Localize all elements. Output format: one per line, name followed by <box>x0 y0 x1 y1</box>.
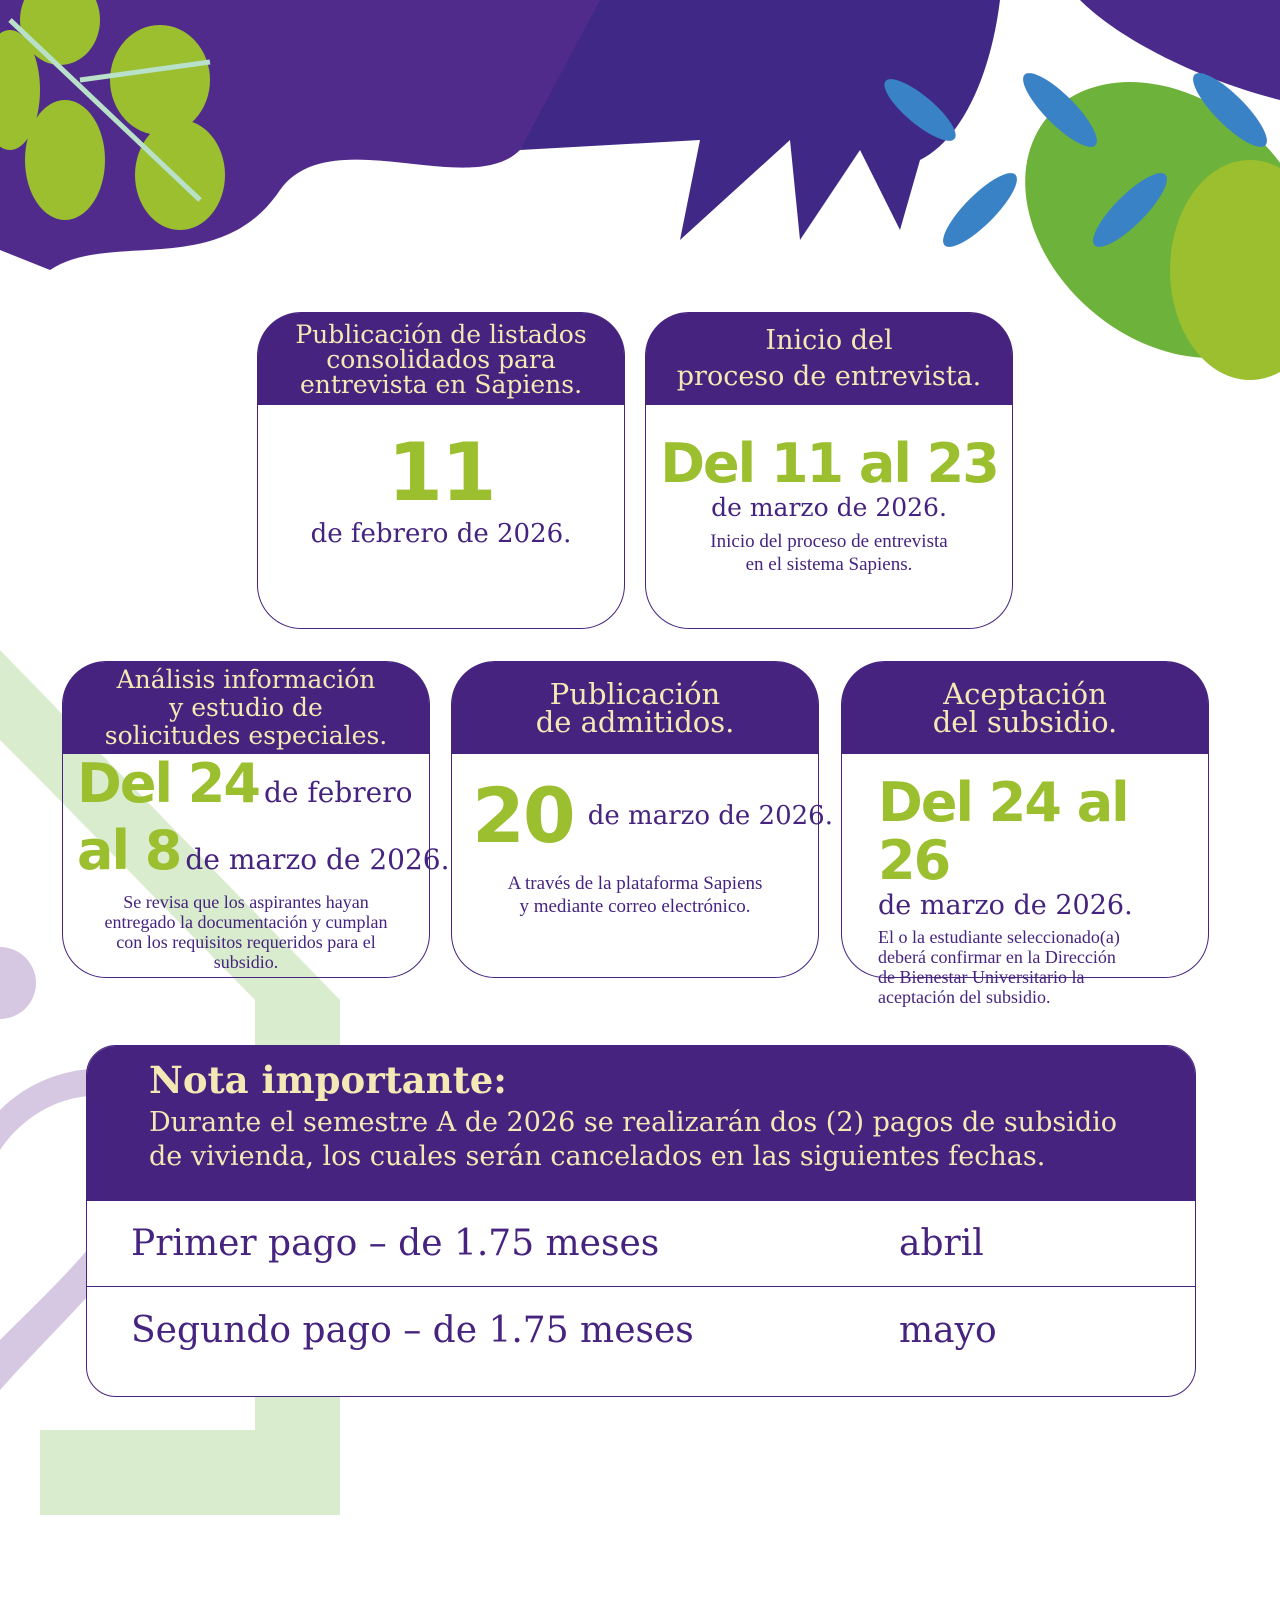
card-description: A través de la plataforma Sapiens y mediante correo electrónico. <box>507 873 763 917</box>
card-title-line: entrevista en Sapiens. <box>299 369 583 399</box>
card-title-line: y estudio de <box>169 693 323 722</box>
payment-label: Segundo pago – de 1.75 meses <box>131 1309 694 1351</box>
card-publicacion-listados <box>257 312 625 629</box>
date-text: de marzo de 2026. <box>878 890 1133 921</box>
card-title-line: del subsidio. <box>932 705 1118 739</box>
card-header <box>646 313 1012 405</box>
date-start: Del 24 <box>77 752 259 815</box>
card-title-line: de admitidos. <box>535 705 735 739</box>
card-header <box>258 313 624 405</box>
note-text: Durante el semestre A de 2026 se realizarán dos (2) pagos de subsidio de vivienda, los cuales serán cancelados en las siguientes fechas. <box>149 1107 1118 1172</box>
note-title: Nota importante: <box>149 1058 507 1102</box>
card-description: Se revisa que los aspirantes hayan entregado la documentación y cumplan con los requisitos requeridos para el subsidio. <box>104 892 388 972</box>
date-text: de marzo de 2026. <box>711 493 947 522</box>
date-range: Del 24 al 26 <box>878 771 1128 892</box>
payment-month: mayo <box>899 1309 997 1351</box>
card-header <box>842 662 1208 754</box>
date-text: de marzo de 2026. <box>587 801 833 831</box>
card-publicacion-admitidos <box>451 661 833 978</box>
card-description: Inicio del proceso de entrevista en el sistema Sapiens. <box>710 531 948 575</box>
card-title-line: solicitudes especiales. <box>104 721 388 750</box>
card-inicio-entrevista <box>645 312 1013 629</box>
date-end: al 8 <box>77 819 181 882</box>
card-analisis-informacion <box>62 661 450 978</box>
note-header <box>87 1046 1195 1201</box>
card-title-line: Publicación <box>549 677 721 711</box>
card-title-line: proceso de entrevista. <box>676 361 982 392</box>
date-range: Del 11 al 23 <box>660 432 998 495</box>
date-number: 11 <box>387 426 495 519</box>
card-aceptacion-subsidio <box>841 661 1209 1007</box>
date-text: de febrero de 2026. <box>310 519 572 549</box>
card-header <box>63 662 429 754</box>
payment-row <box>87 1201 1195 1287</box>
payment-row <box>87 1287 1195 1373</box>
payment-label: Primer pago – de 1.75 meses <box>131 1223 660 1264</box>
payment-month: abril <box>899 1223 984 1264</box>
lilac-circle <box>0 947 36 1019</box>
card-title-line: Aceptación <box>943 677 1107 711</box>
date-text: de marzo de 2026. <box>185 843 450 876</box>
card-title-line: Inicio del <box>765 325 893 356</box>
card-description: El o la estudiante seleccionado(a) deberá confirmar en la Dirección de Bienestar Universitario la aceptación del subsidio. <box>878 927 1120 1007</box>
important-note <box>86 1045 1196 1397</box>
card-header <box>452 662 818 754</box>
card-title-line: Análisis información <box>116 665 376 694</box>
date-number: 20 <box>472 771 574 860</box>
card-title-line: consolidados para <box>326 344 556 374</box>
date-text: de febrero <box>264 776 413 809</box>
card-title-line: Publicación de listados <box>295 319 587 349</box>
